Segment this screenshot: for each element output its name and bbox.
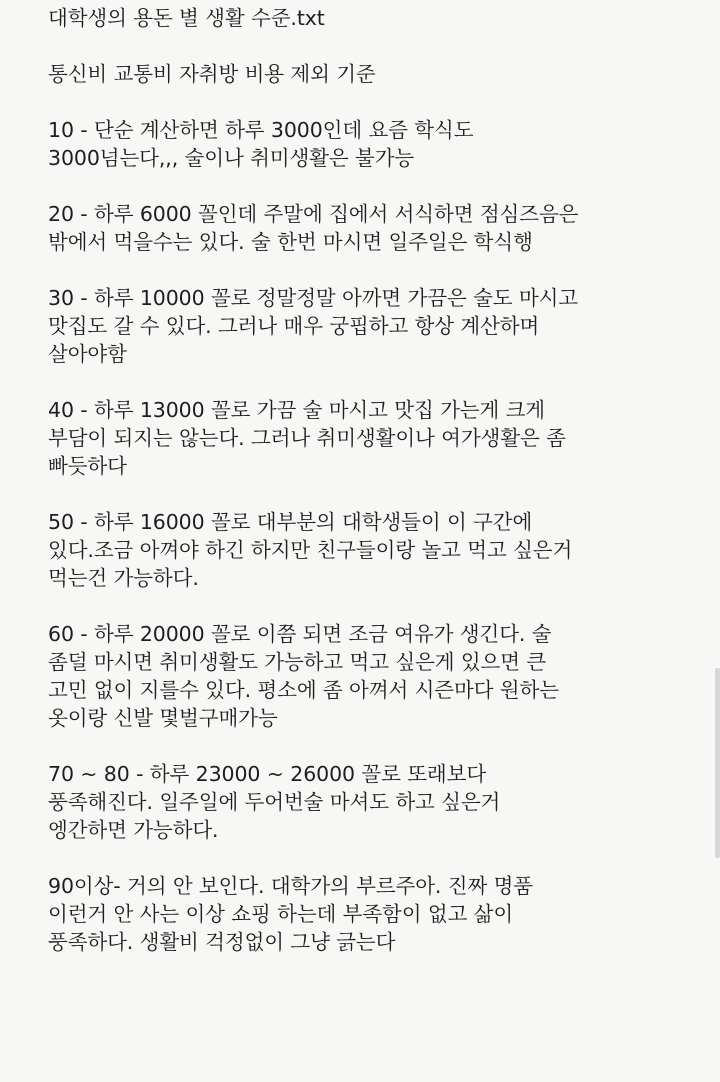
paragraph-line: 70 ~ 80 - 하루 23000 ~ 26000 꼴로 또래보다 [48,762,487,786]
level-90-plus-paragraph [48,872,698,956]
paragraph-line: 30 - 하루 10000 꼴로 정말정말 아까면 가끔은 술도 마시고 [48,286,578,310]
blank-line [48,172,698,200]
blank-line [48,480,698,508]
paragraph-line: 60 - 하루 20000 꼴로 이쯤 되면 조금 여유가 생긴다. 술 [48,622,552,646]
level-70-80-paragraph [48,760,698,844]
blank-line [48,32,698,60]
paragraph-line: 40 - 하루 13000 꼴로 가끔 술 마시고 맛집 가는게 크게 [48,398,546,422]
paragraph-line: 풍족하다. 생활비 걱정없이 그냥 긁는다 [48,930,396,954]
document-subtitle: 통신비 교통비 자취방 비용 제외 기준 [48,62,376,86]
paragraph-line: 3000넘는다,,, 술이나 취미생활은 불가능 [48,146,415,170]
paragraph-line: 부담이 되지는 않는다. 그러나 취미생활이나 여가생활은 좀 [48,426,566,450]
level-40-paragraph [48,396,698,480]
paragraph-line: 옷이랑 신발 몇벌구매가능 [48,706,278,730]
blank-line [48,88,698,116]
paragraph-line: 맛집도 갈 수 있다. 그러나 매우 궁핍하고 항상 계산하며 [48,314,540,338]
paragraph-line: 10 - 단순 계산하면 하루 3000인데 요즘 학식도 [48,118,474,142]
blank-line [48,732,698,760]
document-title: 대학생의 용돈 별 생활 수준.txt [48,6,325,30]
paragraph-line: 이런거 안 사는 이상 쇼핑 하는데 부족함이 없고 삶이 [48,902,514,926]
paragraph-line: 풍족해진다. 일주일에 두어번술 마셔도 하고 싶은거 [48,790,501,814]
level-20-paragraph [48,200,698,256]
level-30-paragraph [48,284,698,368]
paragraph-line: 20 - 하루 6000 꼴인데 주말에 집에서 서식하면 점심즈음은 [48,202,579,226]
paragraph-line: 90이상- 거의 안 보인다. 대학가의 부르주아. 진짜 명품 [48,874,533,898]
blank-line [48,844,698,872]
paragraph-line: 빠듯하다 [48,454,127,478]
paragraph-line: 있다.조금 아껴야 하긴 하지만 친구들이랑 놀고 먹고 싶은거 [48,538,573,562]
level-60-paragraph [48,620,698,732]
paragraph-line: 밖에서 먹을수는 있다. 술 한번 마시면 일주일은 학식행 [48,230,533,254]
paragraph-line: 고민 없이 지를수 있다. 평소에 좀 아껴서 시즌마다 원하는 [48,678,559,702]
paragraph-line: 50 - 하루 16000 꼴로 대부분의 대학생들이 이 구간에 [48,510,533,534]
paragraph-line: 먹는건 가능하다. [48,566,199,590]
paragraph-line: 살아야함 [48,342,127,366]
blank-line [48,368,698,396]
blank-line [48,256,698,284]
vertical-scrollbar-thumb[interactable] [715,668,720,858]
paragraph-line: 엥간하면 가능하다. [48,818,219,842]
level-50-paragraph [48,508,698,592]
document-body [48,4,698,956]
level-10-paragraph [48,116,698,172]
paragraph-line: 좀덜 마시면 취미생활도 가능하고 먹고 싶은게 있으면 큰 [48,650,547,674]
blank-line [48,592,698,620]
